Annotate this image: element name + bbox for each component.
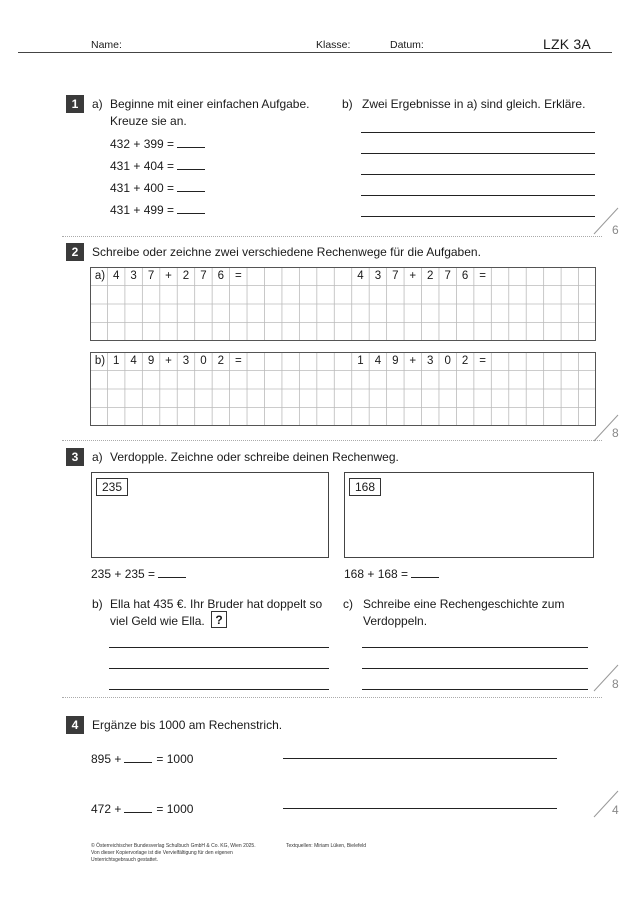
task-number-3: 3 (66, 448, 84, 466)
writing-line[interactable] (361, 132, 595, 133)
double-value-1: 235 (96, 478, 128, 496)
writing-line[interactable] (109, 668, 329, 669)
answer-blank[interactable] (177, 137, 205, 148)
answer-blank[interactable] (124, 802, 152, 813)
task3-points: 8 (612, 677, 619, 691)
grid-cell-digit: 4 (374, 355, 382, 367)
grid-cell-digit: = (234, 270, 242, 282)
task4-points: 4 (612, 803, 619, 817)
work-box-2[interactable] (344, 472, 594, 558)
grid-cell-digit: 6 (217, 270, 225, 282)
grid-cell-digit: + (165, 355, 172, 367)
task1-b-label: b) (342, 97, 353, 111)
grid-cell-digit: 7 (147, 270, 155, 282)
task3-b-line1: Ella hat 435 €. Ihr Bruder hat doppelt so (110, 597, 323, 611)
grid-cell-digit: 2 (182, 270, 190, 282)
task-number-4: 4 (66, 716, 84, 734)
grid-cell-digit: 9 (147, 355, 155, 367)
writing-line[interactable] (361, 153, 595, 154)
writing-line[interactable] (361, 174, 595, 175)
writing-line[interactable] (361, 216, 595, 217)
grid-cell-digit: 4 (130, 355, 137, 367)
grid-cell-digit: + (409, 355, 417, 367)
grid-cell-digit: 7 (392, 270, 399, 282)
grid-cell-digit: 3 (130, 270, 137, 282)
grid-cell-digit: + (409, 270, 417, 282)
task4-instruction: Ergänze bis 1000 am Rechenstrich. (92, 718, 283, 732)
number-line-2[interactable] (283, 808, 557, 809)
date-label: Datum: (390, 39, 424, 51)
grid-cell-digit: + (165, 270, 172, 282)
grid-cell-digit: 7 (200, 270, 207, 282)
task3-c-line1: Schreibe eine Rechengeschichte zum (363, 597, 565, 611)
task1-a-line2: Kreuze sie an. (110, 114, 187, 128)
task3-a-label: a) (92, 450, 103, 464)
task1-points: 6 (612, 223, 619, 237)
task4-equation-2: 472 + = 1000 (91, 802, 194, 816)
double-value-2: 168 (349, 478, 381, 496)
task-number-1: 1 (66, 95, 84, 113)
writing-line[interactable] (362, 647, 588, 648)
answer-blank[interactable] (411, 567, 439, 578)
task1-equation-1: 432 + 399 = (110, 137, 205, 151)
answer-blank[interactable] (177, 159, 205, 170)
task2-points: 8 (612, 426, 619, 440)
task-number-2: 2 (66, 243, 84, 261)
grid-cell-digit: 0 (200, 355, 207, 367)
section-divider (62, 440, 602, 441)
task3-c-line2: Verdoppeln. (363, 614, 428, 628)
grid-cell-digit: 9 (392, 355, 399, 367)
task3-b-line2: viel Geld wie Ella. (110, 614, 205, 628)
name-label: Name: (91, 39, 122, 51)
grid-cell-digit: 4 (112, 270, 120, 282)
task3-c-label: c) (343, 597, 353, 611)
grid-cell-digit: 6 (461, 270, 469, 282)
grid-cell-digit: 2 (427, 270, 434, 282)
task1-b-text: Zwei Ergebnisse in a) sind gleich. Erkläre. (362, 97, 586, 111)
writing-line[interactable] (362, 668, 588, 669)
grid-cell-digit: 4 (357, 270, 364, 282)
answer-blank[interactable] (124, 752, 152, 763)
task1-a-label: a) (92, 97, 103, 111)
grid-b-label: b) (94, 355, 106, 367)
writing-line[interactable] (109, 647, 329, 648)
task1-equation-3: 431 + 400 = (110, 181, 205, 195)
task1-equation-2: 431 + 404 = (110, 159, 205, 173)
grid-cell-digit: 7 (444, 270, 451, 282)
grid-cell-digit: 1 (112, 355, 120, 367)
task3-b-label: b) (92, 597, 103, 611)
header-divider (18, 52, 612, 53)
grid-cell-digit: = (479, 270, 486, 282)
test-code: LZK 3A (543, 36, 591, 52)
task4-equation-1: 895 + = 1000 (91, 752, 194, 766)
task3-a-text: Verdopple. Zeichne oder schreibe deinen Rechenweg. (110, 450, 399, 464)
grid-cell-digit: = (479, 355, 486, 367)
task3-equation-2: 168 + 168 = (344, 567, 439, 581)
grid-cell-digit: = (234, 355, 242, 367)
answer-blank[interactable] (177, 203, 205, 214)
section-divider (62, 697, 602, 698)
section-divider (62, 236, 602, 237)
writing-line[interactable] (109, 689, 329, 690)
writing-line[interactable] (361, 195, 595, 196)
grid-cell-digit: 3 (182, 355, 190, 367)
grid-cell-digit: 2 (461, 355, 469, 367)
task1-equation-4: 431 + 499 = (110, 203, 205, 217)
footer-sources: Textquellen: Miriam Lüken, Bielefeld (286, 843, 367, 849)
task2-instruction: Schreibe oder zeichne zwei verschiedene Rechenwege für die Aufgaben. (92, 245, 481, 259)
grid-cell-digit: 3 (374, 270, 382, 282)
number-line-1[interactable] (283, 758, 557, 759)
footer-copyright: © Österreichischer Bundesverlag Schulbuch GmbH & Co. KG, Wien 2025. Von dieser Kopiervorlage ist die Vervielfältigung für den eigenen Unterrichtsgebrauch gestattet. (91, 843, 256, 863)
task3-equation-1: 235 + 235 = (91, 567, 186, 581)
writing-line[interactable] (362, 689, 588, 690)
answer-blank[interactable] (158, 567, 186, 578)
question-mark-box: ? (211, 611, 227, 628)
grid-cell-digit: 1 (357, 355, 364, 367)
grid-cell-digit: 0 (444, 355, 451, 367)
grid-cell-digit: 3 (427, 355, 434, 367)
answer-blank[interactable] (177, 181, 205, 192)
class-label: Klasse: (316, 39, 351, 51)
task1-a-line1: Beginne mit einer einfachen Aufgabe. (110, 97, 310, 111)
grid-a-label: a) (94, 270, 106, 282)
grid-cell-digit: 2 (217, 355, 225, 367)
